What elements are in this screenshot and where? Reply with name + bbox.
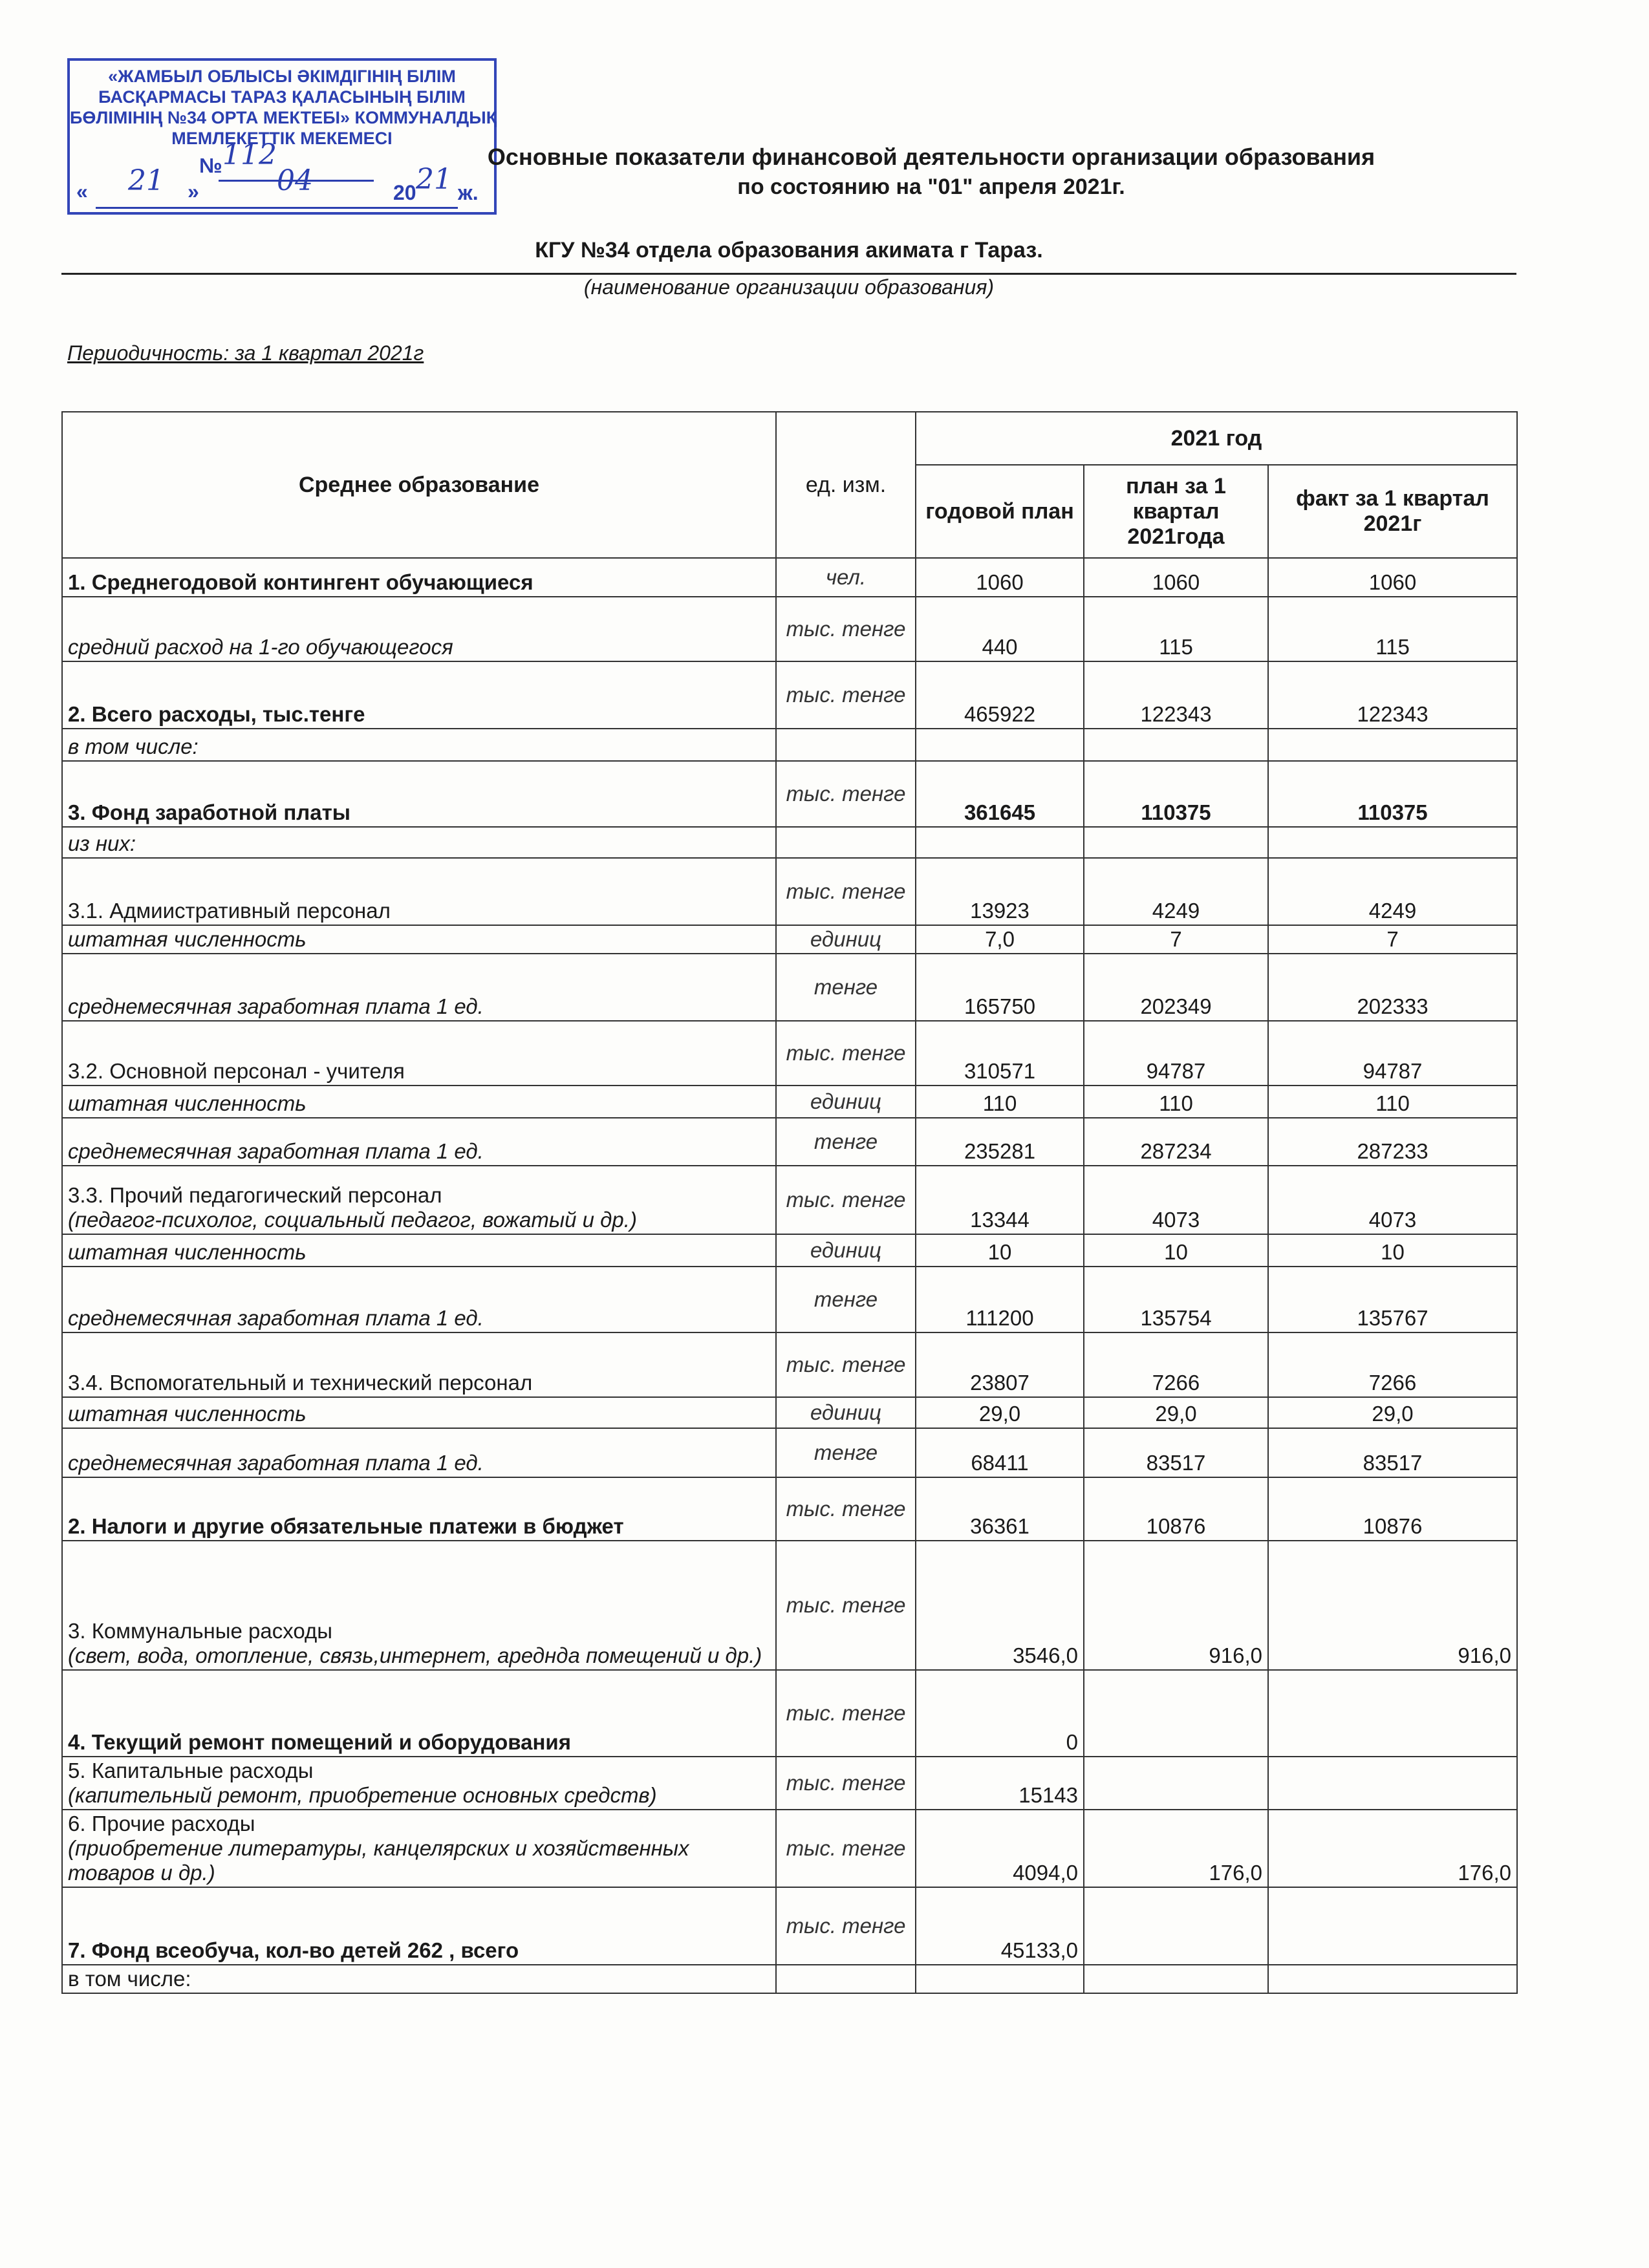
row-annual-plan: 361645 — [916, 761, 1084, 827]
stamp-year-suffix: ж. — [458, 181, 479, 204]
row-label — [62, 1428, 776, 1477]
row-fact-q1: 94787 — [1268, 1021, 1517, 1086]
row-fact-q1: 4073 — [1268, 1166, 1517, 1234]
header-year: 2021 год — [916, 412, 1517, 465]
row-label-text: в том числе: — [68, 734, 199, 758]
row-label — [62, 1757, 776, 1810]
stamp-number: 112 — [222, 138, 277, 171]
row-label-text: 7. Фонд всеобуча, кол-во детей 262 , всего — [68, 1938, 519, 1962]
row-unit — [776, 827, 916, 858]
row-label-text: 1. Среднегодовой контингент обучающиеся — [68, 570, 534, 594]
row-label — [62, 1234, 776, 1267]
row-annual-plan: 111200 — [916, 1267, 1084, 1332]
row-unit: тыс. тенге — [776, 1810, 916, 1887]
row-plan-q1: 287234 — [1084, 1118, 1268, 1166]
stamp-year-prefix: 20 — [393, 181, 416, 204]
row-unit: тенге — [776, 1118, 916, 1166]
header-fact-q1: факт за 1 квартал 2021г — [1268, 465, 1517, 558]
row-label — [62, 558, 776, 597]
row-fact-q1: 110375 — [1268, 761, 1517, 827]
row-unit — [776, 1965, 916, 1993]
row-fact-q1: 176,0 — [1268, 1810, 1517, 1887]
table-row — [62, 1021, 1517, 1086]
row-label-text: 4. Текущий ремонт помещений и оборудования — [68, 1730, 571, 1754]
row-label — [62, 1332, 776, 1397]
table-row — [62, 1541, 1517, 1670]
row-unit: единиц — [776, 1397, 916, 1428]
row-unit: тыс. тенге — [776, 1757, 916, 1810]
row-annual-plan: 110 — [916, 1086, 1084, 1118]
row-label-text: среднемесячная заработная плата 1 ед. — [68, 1139, 484, 1163]
org-underline — [61, 273, 1516, 275]
row-label-text: 2. Всего расходы, тыс.тенге — [68, 702, 365, 726]
row-plan-q1 — [1084, 729, 1268, 761]
row-label — [62, 1166, 776, 1234]
row-plan-q1: 110375 — [1084, 761, 1268, 827]
row-unit: тыс. тенге — [776, 1887, 916, 1965]
header-plan-q1: план за 1 квартал 2021года — [1084, 465, 1268, 558]
row-label — [62, 1397, 776, 1428]
table-row — [62, 858, 1517, 925]
official-stamp: «ЖАМБЫЛ ОБЛЫСЫ ӘКІМДІГІНІҢ БІЛІМ БАСҚАРМАСЫ ТАРАЗ ҚАЛАСЫНЫҢ БІЛІМ БӨЛІМІНІҢ №34 ОРТА МЕКТЕБІ» КОММУНАЛДЫҚ МЕМЛЕКЕТТІК МЕКЕМЕСІ № 112 « 21 » 04 20 21 ж. — [67, 58, 497, 215]
row-label — [62, 661, 776, 729]
header-annual-plan: годовой план — [916, 465, 1084, 558]
document-title: Основные показатели финансовой деятельности организации образования — [487, 144, 1375, 170]
header-unit: ед. изм. — [776, 412, 916, 558]
row-label-text: штатная численность — [68, 1091, 307, 1115]
row-label-text: 5. Капитальные расходы — [68, 1759, 314, 1782]
row-label — [62, 858, 776, 925]
row-unit: тенге — [776, 1428, 916, 1477]
table-row — [62, 1118, 1517, 1166]
row-annual-plan: 465922 — [916, 661, 1084, 729]
row-annual-plan: 235281 — [916, 1118, 1084, 1166]
row-label — [62, 1021, 776, 1086]
row-plan-q1 — [1084, 1670, 1268, 1757]
row-label-text: штатная численность — [68, 1402, 307, 1426]
row-fact-q1: 287233 — [1268, 1118, 1517, 1166]
row-unit: тыс. тенге — [776, 1541, 916, 1670]
row-fact-q1 — [1268, 729, 1517, 761]
stamp-number-label: № — [199, 154, 222, 177]
row-label-note: (свет, вода, отопление, связь,интернет, ареднда помещений и др.) — [68, 1643, 762, 1667]
row-label-text: штатная численность — [68, 927, 307, 951]
row-plan-q1: 83517 — [1084, 1428, 1268, 1477]
row-annual-plan: 3546,0 — [916, 1541, 1084, 1670]
row-annual-plan — [916, 729, 1084, 761]
row-plan-q1: 29,0 — [1084, 1397, 1268, 1428]
row-unit: тыс. тенге — [776, 597, 916, 661]
table-row — [62, 761, 1517, 827]
row-plan-q1: 176,0 — [1084, 1810, 1268, 1887]
row-annual-plan: 165750 — [916, 954, 1084, 1021]
row-plan-q1 — [1084, 1887, 1268, 1965]
row-label-text: среднемесячная заработная плата 1 ед. — [68, 1306, 484, 1330]
row-label — [62, 1086, 776, 1118]
table-row — [62, 1477, 1517, 1541]
row-label-text: 3.1. Адмииcтративный персонал — [68, 899, 391, 923]
stamp-month: 04 — [277, 164, 313, 197]
table-row — [62, 597, 1517, 661]
row-fact-q1: 110 — [1268, 1086, 1517, 1118]
row-label — [62, 761, 776, 827]
table-row — [62, 827, 1517, 858]
row-unit: тыс. тенге — [776, 858, 916, 925]
table-row — [62, 558, 1517, 597]
row-plan-q1: 4249 — [1084, 858, 1268, 925]
row-annual-plan: 440 — [916, 597, 1084, 661]
row-label — [62, 827, 776, 858]
row-label-text: 2. Налоги и другие обязательные платежи в бюджет — [68, 1514, 624, 1538]
row-label-text: 3. Коммунальные расходы — [68, 1619, 332, 1643]
row-plan-q1: 94787 — [1084, 1021, 1268, 1086]
row-unit: тыс. тенге — [776, 661, 916, 729]
row-unit: единиц — [776, 1234, 916, 1267]
row-fact-q1: 29,0 — [1268, 1397, 1517, 1428]
row-fact-q1: 1060 — [1268, 558, 1517, 597]
organization-caption: (наименование организации образования) — [583, 275, 995, 299]
row-annual-plan: 13923 — [916, 858, 1084, 925]
row-annual-plan: 10 — [916, 1234, 1084, 1267]
row-annual-plan: 68411 — [916, 1428, 1084, 1477]
row-label — [62, 597, 776, 661]
row-label — [62, 1541, 776, 1670]
row-fact-q1: 10 — [1268, 1234, 1517, 1267]
row-annual-plan: 23807 — [916, 1332, 1084, 1397]
row-label-text: в том числе: — [68, 1967, 191, 1991]
row-label-text: среднемесячная заработная плата 1 ед. — [68, 994, 484, 1018]
row-unit: единиц — [776, 925, 916, 954]
stamp-day: 21 — [128, 164, 164, 197]
row-label-text: среднемесячная заработная плата 1 ед. — [68, 1451, 484, 1475]
row-annual-plan: 1060 — [916, 558, 1084, 597]
row-label — [62, 1267, 776, 1332]
document-subtitle: по состоянию на "01" апреля 2021г. — [737, 175, 1125, 199]
table-row — [62, 1887, 1517, 1965]
financial-indicators-table — [61, 411, 1518, 1994]
row-label-text: 6. Прочие расходы — [68, 1812, 255, 1835]
row-plan-q1: 115 — [1084, 597, 1268, 661]
row-label-text: 3.2. Основной персонал - учителя — [68, 1059, 405, 1083]
table-row — [62, 1397, 1517, 1428]
stamp-year: 21 — [416, 163, 452, 196]
row-annual-plan — [916, 827, 1084, 858]
row-plan-q1: 10876 — [1084, 1477, 1268, 1541]
row-label — [62, 1887, 776, 1965]
row-annual-plan: 7,0 — [916, 925, 1084, 954]
row-fact-q1 — [1268, 827, 1517, 858]
table-row — [62, 1965, 1517, 1993]
table-row — [62, 925, 1517, 954]
row-plan-q1 — [1084, 1757, 1268, 1810]
row-annual-plan: 29,0 — [916, 1397, 1084, 1428]
row-fact-q1 — [1268, 1965, 1517, 1993]
row-unit: тыс. тенге — [776, 1166, 916, 1234]
row-plan-q1: 122343 — [1084, 661, 1268, 729]
row-label-text: штатная численность — [68, 1240, 307, 1264]
stamp-line: «ЖАМБЫЛ ОБЛЫСЫ ӘКІМДІГІНІҢ БІЛІМ — [108, 67, 456, 86]
row-unit: тыс. тенге — [776, 1332, 916, 1397]
row-plan-q1: 10 — [1084, 1234, 1268, 1267]
table-row — [62, 954, 1517, 1021]
row-fact-q1: 10876 — [1268, 1477, 1517, 1541]
row-unit: единиц — [776, 1086, 916, 1118]
periodicity: Периодичность: за 1 квартал 2021г — [67, 341, 424, 365]
row-label — [62, 1810, 776, 1887]
row-plan-q1: 202349 — [1084, 954, 1268, 1021]
row-plan-q1: 110 — [1084, 1086, 1268, 1118]
row-plan-q1: 7266 — [1084, 1332, 1268, 1397]
row-label-note: (капительный ремонт, приобретение основных средств) — [68, 1783, 657, 1807]
row-label-note: (педагог-психолог, социальный педагог, вожатый и др.) — [68, 1208, 637, 1232]
row-annual-plan: 15143 — [916, 1757, 1084, 1810]
row-fact-q1: 4249 — [1268, 858, 1517, 925]
header-name: Среднее образование — [62, 412, 776, 558]
row-fact-q1 — [1268, 1757, 1517, 1810]
row-label — [62, 925, 776, 954]
row-fact-q1: 916,0 — [1268, 1541, 1517, 1670]
row-plan-q1 — [1084, 1965, 1268, 1993]
row-plan-q1: 916,0 — [1084, 1541, 1268, 1670]
table-row — [62, 661, 1517, 729]
row-fact-q1 — [1268, 1887, 1517, 1965]
row-label — [62, 1965, 776, 1993]
row-label — [62, 1670, 776, 1757]
row-unit: тыс. тенге — [776, 1670, 916, 1757]
table-row — [62, 1670, 1517, 1757]
table-row — [62, 1810, 1517, 1887]
stamp-line: БАСҚАРМАСЫ ТАРАЗ ҚАЛАСЫНЫҢ БІЛІМ — [98, 87, 466, 107]
table-row — [62, 1166, 1517, 1234]
row-label-text: 3.4. Вспомогательный и технический персонал — [68, 1371, 533, 1395]
row-fact-q1: 115 — [1268, 597, 1517, 661]
row-fact-q1: 202333 — [1268, 954, 1517, 1021]
row-unit — [776, 729, 916, 761]
row-label — [62, 729, 776, 761]
table-row — [62, 729, 1517, 761]
row-fact-q1: 122343 — [1268, 661, 1517, 729]
row-unit: тенге — [776, 1267, 916, 1332]
table-row — [62, 1267, 1517, 1332]
row-label — [62, 954, 776, 1021]
row-fact-q1: 83517 — [1268, 1428, 1517, 1477]
row-label-text: средний расход на 1-го обучающегося — [68, 635, 453, 659]
row-label-text: из них: — [68, 831, 136, 855]
row-annual-plan: 36361 — [916, 1477, 1084, 1541]
row-annual-plan — [916, 1965, 1084, 1993]
row-fact-q1: 7266 — [1268, 1332, 1517, 1397]
row-fact-q1: 135767 — [1268, 1267, 1517, 1332]
row-plan-q1: 7 — [1084, 925, 1268, 954]
row-unit: тыс. тенге — [776, 1021, 916, 1086]
row-plan-q1: 4073 — [1084, 1166, 1268, 1234]
row-unit: чел. — [776, 558, 916, 597]
table-row — [62, 1757, 1517, 1810]
row-label-note: (приобретение литературы, канцелярских и хозяйственных товаров и др.) — [68, 1836, 689, 1885]
row-label-text: 3. Фонд заработной платы — [68, 800, 350, 824]
row-label — [62, 1118, 776, 1166]
row-unit: тыс. тенге — [776, 761, 916, 827]
stamp-line: БӨЛІМІНІҢ №34 ОРТА МЕКТЕБІ» КОММУНАЛДЫҚ — [70, 108, 497, 127]
row-annual-plan: 310571 — [916, 1021, 1084, 1086]
row-unit: тенге — [776, 954, 916, 1021]
table-row — [62, 1086, 1517, 1118]
row-annual-plan: 4094,0 — [916, 1810, 1084, 1887]
organization-name: КГУ №34 отдела образования акимата г Тараз. — [535, 238, 1043, 262]
row-label-text: 3.3. Прочий педагогический персонал — [68, 1183, 442, 1207]
table-row — [62, 1332, 1517, 1397]
stamp-line: МЕМЛЕКЕТТІК МЕКЕМЕСІ — [171, 129, 393, 148]
row-plan-q1: 1060 — [1084, 558, 1268, 597]
row-label — [62, 1477, 776, 1541]
row-fact-q1: 7 — [1268, 925, 1517, 954]
row-annual-plan: 45133,0 — [916, 1887, 1084, 1965]
row-unit: тыс. тенге — [776, 1477, 916, 1541]
table-row — [62, 1234, 1517, 1267]
row-annual-plan: 0 — [916, 1670, 1084, 1757]
row-plan-q1: 135754 — [1084, 1267, 1268, 1332]
row-plan-q1 — [1084, 827, 1268, 858]
row-annual-plan: 13344 — [916, 1166, 1084, 1234]
table-row — [62, 1428, 1517, 1477]
row-fact-q1 — [1268, 1670, 1517, 1757]
